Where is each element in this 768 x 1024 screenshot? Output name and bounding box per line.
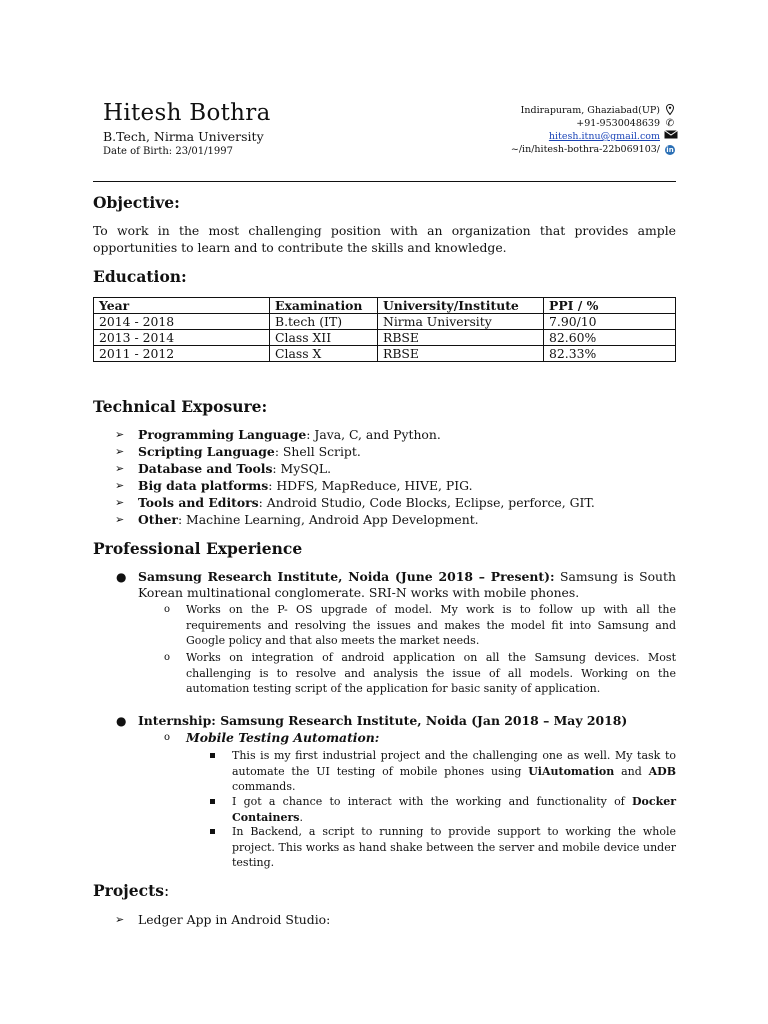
square-bullet-icon — [210, 799, 215, 804]
table-cell: Class XII — [270, 330, 378, 346]
internship-point: In Backend, a script to running to provide support to working the whole project. This works as hand shake between the server and mobile device under testing. — [232, 824, 676, 871]
column-header: Examination — [270, 298, 378, 314]
list-item: ➢ Ledger App in Android Studio: — [115, 912, 331, 927]
square-bullet-icon — [210, 753, 215, 758]
location-row — [511, 104, 660, 117]
arrow-bullet-icon: ➢ — [115, 428, 125, 441]
table-row — [94, 314, 676, 330]
list-item: ➢ Scripting Language: Shell Script. — [115, 444, 361, 459]
job-description: Samsung is South Korean multinational conglomerate. SRI-N works with mobile phones. — [138, 569, 676, 600]
location-pin-icon — [664, 104, 676, 116]
table-cell: RBSE — [378, 330, 544, 346]
experience-heading: Professional Experience — [93, 539, 303, 558]
table-cell: 2014 - 2018 — [94, 314, 270, 330]
dot-bullet-icon: ● — [116, 714, 127, 728]
linkedin-row — [510, 143, 674, 156]
linkedin-text[interactable]: ~/in/hitesh-bothra-22b069103/ — [510, 144, 660, 155]
technical-list — [115, 426, 595, 528]
list-item: ➢ Tools and Editors: Android Studio, Code Blocks, Eclipse, perforce, GIT. — [115, 495, 595, 510]
table-header-row — [94, 298, 676, 314]
table-cell: B.tech (IT) — [270, 314, 378, 330]
date-of-birth: Date of Birth: 23/01/1997 — [103, 146, 233, 157]
table-cell: 82.60% — [544, 330, 676, 346]
list-item: ➢ Other: Machine Learning, Android App Development. — [115, 512, 479, 527]
table-cell: 7.90/10 — [544, 314, 676, 330]
arrow-bullet-icon: ➢ — [115, 913, 125, 926]
internship-point: This is my first industrial project and the challenging one as well. My task to automate the UI testing of mobile phones using UiAutomation and ADB commands. — [232, 748, 676, 795]
column-header: University/Institute — [378, 298, 544, 314]
education-heading: Education: — [93, 267, 187, 286]
phone-icon: ✆ — [665, 118, 675, 129]
job-samsung — [116, 569, 676, 601]
technical-heading: Technical Exposure: — [93, 397, 268, 416]
education-table — [93, 297, 676, 362]
arrow-bullet-icon: ➢ — [115, 496, 125, 509]
column-header: PPI / % — [544, 298, 676, 314]
table-row — [94, 330, 676, 346]
circle-bullet-icon: o — [164, 652, 171, 663]
job-title: Samsung Research Institute, Noida (June 2018 – Present): — [138, 569, 555, 584]
table-cell: Nirma University — [378, 314, 544, 330]
table-cell: 2013 - 2014 — [94, 330, 270, 346]
contact-block — [510, 104, 675, 156]
table-cell: 82.33% — [544, 346, 676, 362]
degree-line: B.Tech, Nirma University — [103, 129, 264, 144]
list-item: ➢ Database and Tools: MySQL. — [115, 461, 332, 476]
job-point: o Works on integration of android application on all the Samsung devices. Most challenging is to resolve and analysis the issue of all models. Working on the automation testing script of the application for basic sanity of application. — [164, 651, 676, 695]
column-header: Year — [94, 298, 270, 314]
table-cell: Class X — [270, 346, 378, 362]
email-row — [511, 130, 660, 143]
arrow-bullet-icon: ➢ — [115, 479, 125, 492]
table-row — [94, 346, 676, 362]
table-cell: RBSE — [378, 346, 544, 362]
header-divider — [93, 181, 676, 182]
job-title: Internship: Samsung Research Institute, Noida (Jan 2018 – May 2018) — [138, 713, 628, 728]
circle-bullet-icon: o — [164, 604, 171, 615]
phone-text: +91-9530048639 — [576, 118, 660, 129]
job-point: o Works on the P- OS upgrade of model. My work is to follow up with all the requirements and resolving the issues and makes the model fit into Samsung and Google policy and that also meets the market needs. — [164, 603, 676, 647]
arrow-bullet-icon: ➢ — [115, 445, 125, 458]
table-cell: 2011 - 2012 — [94, 346, 270, 362]
location-text: Indirapuram, Ghaziabad(UP) — [520, 105, 660, 116]
envelope-icon — [664, 130, 676, 142]
dot-bullet-icon: ● — [116, 570, 127, 584]
linkedin-icon: in — [666, 146, 674, 154]
projects-list — [115, 911, 330, 928]
internship-subtitle: o Mobile Testing Automation: — [164, 730, 380, 745]
job-internship — [116, 713, 676, 729]
arrow-bullet-icon: ➢ — [115, 462, 125, 475]
square-bullet-icon — [210, 829, 215, 834]
circle-bullet-icon: o — [164, 732, 171, 743]
objective-heading: Objective: — [93, 193, 180, 212]
projects-heading: Projects: — [93, 881, 170, 900]
list-item: ➢ Big data platforms: HDFS, MapReduce, HIVE, PIG. — [115, 478, 473, 493]
email-link[interactable]: hitesh.itnu@gmail.com — [548, 131, 660, 142]
arrow-bullet-icon: ➢ — [115, 513, 125, 526]
objective-text: To work in the most challenging position with an organization that provides ample opportunities to learn and to contribute the skills and knowledge. — [93, 223, 676, 255]
internship-point: I got a chance to interact with the working and functionality of Docker Containers. — [232, 794, 676, 825]
list-item: ➢ Programming Language: Java, C, and Python. — [115, 427, 441, 442]
phone-row — [511, 117, 675, 130]
candidate-name: Hitesh Bothra — [103, 100, 271, 126]
